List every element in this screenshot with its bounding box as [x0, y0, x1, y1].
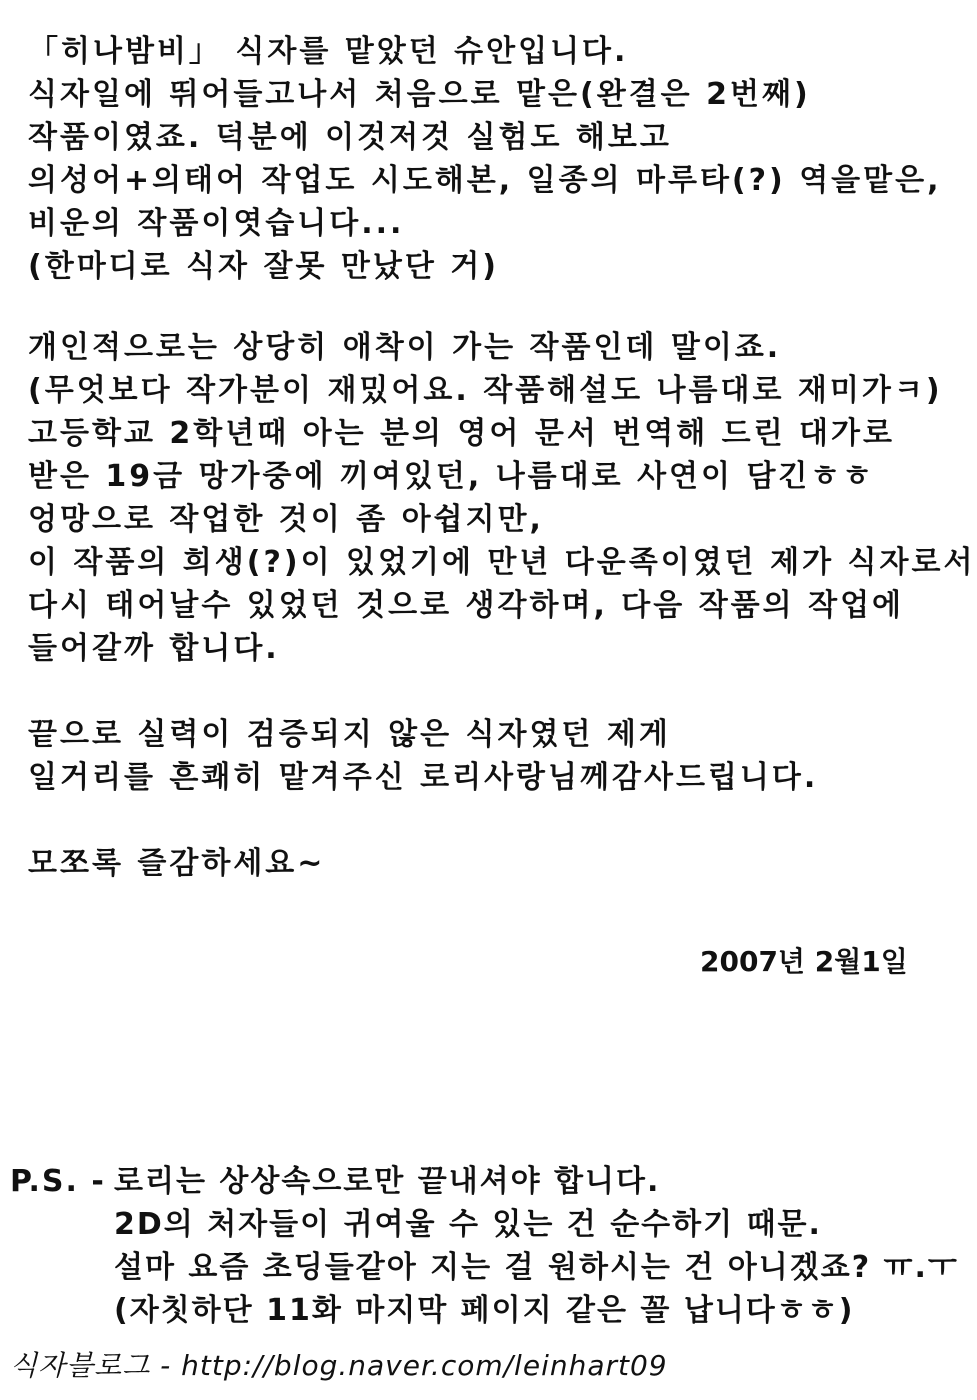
text-line: 개인적으로는 상당히 애착이 가는 작품인데 말이죠.: [28, 330, 782, 365]
text-line: 다시 태어날수 있었던 것으로 생각하며, 다음 작품의 작업에: [28, 588, 905, 623]
text-line: 이 작품의 희생(?)이 있었기에 만년 다운족이였던 제가 식자로서: [28, 545, 976, 580]
blog-url: 식자블로그 - http://blog.naver.com/leinhart09: [10, 1349, 668, 1382]
ps-text: 로리는 상상속으로만 끝내셔야 합니다.: [114, 1164, 661, 1199]
text-line: 끝으로 실력이 검증되지 않은 식자였던 제게: [28, 717, 671, 752]
paragraph-closing: [28, 842, 958, 885]
text-line: 일거리를 흔쾌히 맡겨주신 로리사랑님께감사드립니다.: [28, 760, 819, 795]
ps-line: [10, 1160, 970, 1203]
ps-line: [10, 1203, 970, 1246]
postscript: [10, 1160, 970, 1332]
text-line: 엉망으로 작업한 것이 좀 아쉽지만,: [28, 502, 544, 537]
text-line: 「히나밤비」 식자를 맡았던 슈안입니다.: [28, 34, 629, 69]
text-line: (한마디로 식자 잘못 만났단 거): [28, 249, 499, 284]
ps-line: [10, 1289, 970, 1332]
ps-text: 설마 요즘 초딩들같아 지는 걸 원하시는 건 아니겠죠? ㅠ.ㅜ: [114, 1250, 959, 1285]
paragraph-intro: [28, 30, 958, 288]
letter-date: 2007년 2월1일: [700, 945, 908, 978]
text-line: 고등학교 2학년때 아는 분의 영어 문서 번역해 드린 대가로: [28, 416, 895, 451]
text-line: 작품이였죠. 덕분에 이것저것 실험도 해보고: [28, 120, 672, 155]
text-line: 들어갈까 합니다.: [28, 631, 280, 666]
text-line: 비운의 작품이엿습니다...: [28, 206, 405, 241]
paragraph-thanks: [28, 713, 958, 799]
ps-text: 2D의 처자들이 귀여울 수 있는 건 순수하기 때문.: [114, 1207, 822, 1242]
ps-text: (자칫하단 11화 마지막 페이지 같은 꼴 납니다ㅎㅎ): [114, 1293, 855, 1328]
text-line: 의성어+의태어 작업도 시도해본, 일종의 마루타(?) 역을맡은,: [28, 163, 942, 198]
text-line: 받은 19금 망가중에 끼여있던, 나름대로 사연이 담긴ㅎㅎ: [28, 459, 875, 494]
text-line: (무엇보다 작가분이 재밌어요. 작품해설도 나름대로 재미가ㅋ): [28, 373, 943, 408]
ps-line: [10, 1246, 970, 1289]
paragraph-personal: [28, 326, 976, 670]
ps-label: P.S. -: [10, 1164, 106, 1199]
text-line: 식자일에 뛰어들고나서 처음으로 맡은(완결은 2번째): [28, 77, 811, 112]
text-line: 모쪼록 즐감하세요~: [28, 846, 326, 881]
